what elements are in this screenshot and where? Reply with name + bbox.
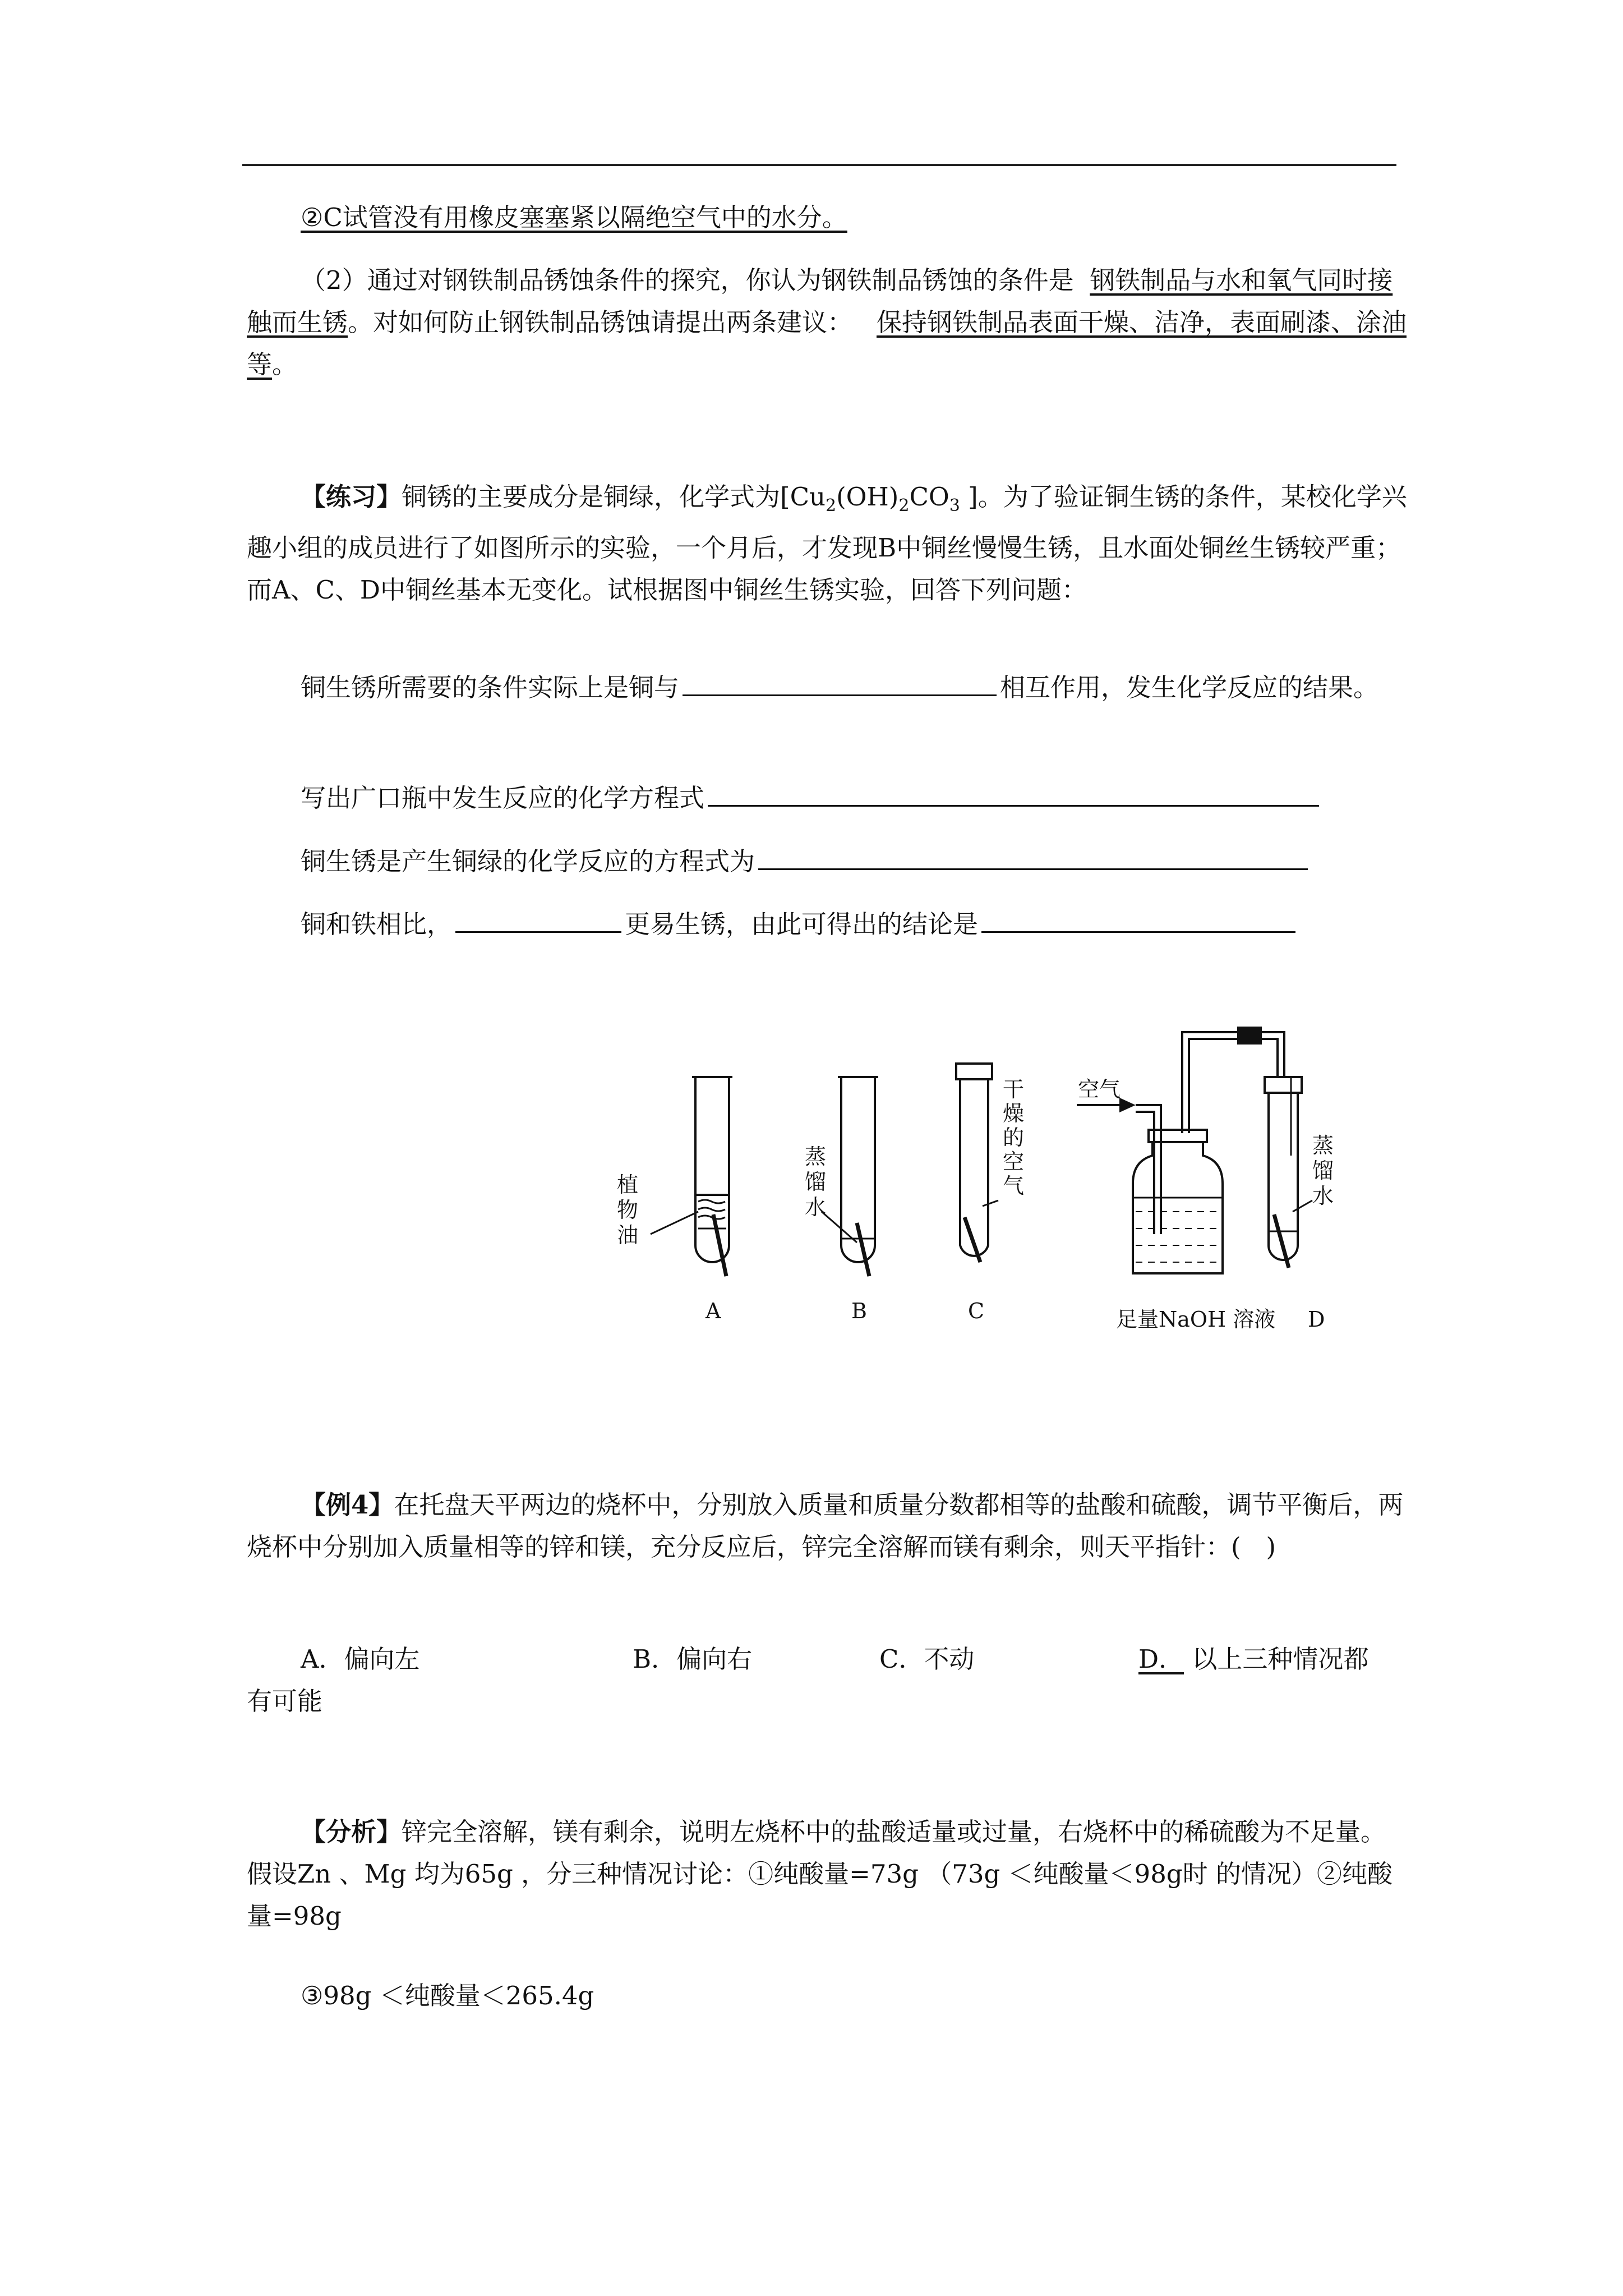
svg-text:水: 水 [1312, 1184, 1334, 1208]
answer-blank[interactable] [455, 905, 621, 933]
practice-question-4: 铜和铁相比， 更易生锈，由此可得出的结论是 [247, 903, 1408, 945]
answer-blank[interactable] [981, 905, 1295, 933]
option-a[interactable]: A．偏向左 [301, 1644, 420, 1674]
caption-b: B [851, 1299, 867, 1323]
svg-text:物: 物 [617, 1198, 639, 1222]
svg-text:油: 油 [617, 1223, 639, 1248]
option-d-continued: 有可能 [247, 1686, 323, 1716]
svg-text:水: 水 [805, 1195, 827, 1220]
question-part-2: （2）通过对钢铁制品锈蚀条件的探究，你认为钢铁制品锈蚀的条件是 钢铁制品与水和氧气同时接触而生锈。对如何防止钢铁制品锈蚀请提出两条建议： 保持钢铁制品表面干燥、洁净，表面刷漆、涂油等。 [247, 265, 1407, 379]
svg-text:蒸: 蒸 [1312, 1133, 1334, 1158]
option-b[interactable]: B．偏向右 [633, 1644, 753, 1674]
label-air: 空气 [1078, 1077, 1121, 1102]
label-distilled-water-b [805, 1144, 826, 1220]
answer-blank[interactable] [708, 779, 1319, 807]
svg-text:馏: 馏 [1312, 1158, 1334, 1183]
label-dry-air [1003, 1077, 1024, 1198]
caption-a: A [706, 1299, 721, 1323]
answer-line-2: ②C试管没有用橡皮塞塞紧以隔绝空气中的水分。 [301, 203, 847, 232]
example-4: 【例4】在托盘天平两边的烧杯中，分别放入质量和质量分数都相等的盐酸和硫酸，调节平衡后，两烧杯中分别加入质量相等的锌和镁，充分反应后，锌完全溶解而镁有剩余，则天平指针：( ) [247, 1490, 1404, 1562]
svg-text:空: 空 [1003, 1149, 1025, 1174]
label-vegetable-oil [617, 1172, 638, 1248]
svg-text:馏: 馏 [805, 1170, 827, 1194]
caption-c: C [968, 1299, 985, 1323]
practice-question-1: 铜生锈所需要的条件实际上是铜与 相互作用，发生化学反应的结果。 [247, 666, 1408, 708]
practice-question-3: 铜生锈是产生铜绿的化学反应的方程式为 [247, 840, 1408, 882]
option-c[interactable]: C．不动 [879, 1644, 975, 1674]
label-distilled-water-d [1312, 1133, 1334, 1208]
svg-text:的: 的 [1003, 1125, 1025, 1150]
svg-text:气: 气 [1003, 1174, 1025, 1198]
analysis: 【分析】锌完全溶解，镁有剩余，说明左烧杯中的盐酸适量或过量，右烧杯中的稀硫酸为不足量。假设Zn 、Mg 均为65g ，分三种情况讨论：①纯酸量=73g （73g ＜纯酸量＜98g时 的情况）②纯酸量=98g [247, 1817, 1393, 1931]
header-rule [242, 164, 1396, 166]
caption-naoh: 足量NaOH 溶液 [1116, 1307, 1276, 1332]
answer-rust-condition: 钢铁制品与水和氧气同时接触而生锈 [247, 265, 1393, 337]
caption-d: D [1308, 1307, 1325, 1332]
practice-question-2: 写出广口瓶中发生反应的化学方程式 [247, 777, 1408, 819]
answer-blank[interactable] [758, 843, 1308, 870]
answer-prevention: 保持钢铁制品表面干燥、洁净，表面刷漆、涂油等 [247, 307, 1407, 379]
analysis-line-3: ③98g ＜纯酸量＜265.4g [301, 1981, 594, 2010]
answer-blank[interactable] [683, 669, 997, 696]
option-d[interactable]: D． 以上三种情况都 [1138, 1644, 1369, 1674]
svg-text:植: 植 [617, 1172, 639, 1197]
svg-text:干: 干 [1003, 1077, 1025, 1102]
svg-text:燥: 燥 [1003, 1101, 1025, 1126]
svg-text:蒸: 蒸 [805, 1144, 827, 1169]
rust-experiment-figure [583, 1021, 1368, 1335]
practice-intro: 【练习】铜锈的主要成分是铜绿，化学式为[$Cu_2(OH)_2CO_3$ ]。为了验证铜生锈的条件，某校化学兴趣小组的成员进行了如图所示的实验，一个月后，才发现B中铜丝慢慢生锈，且水面处铜丝生锈较严重；而A、C、D中铜丝基本无变化。试根据图中铜丝生锈实验，回答下列问题： [247, 482, 1407, 605]
